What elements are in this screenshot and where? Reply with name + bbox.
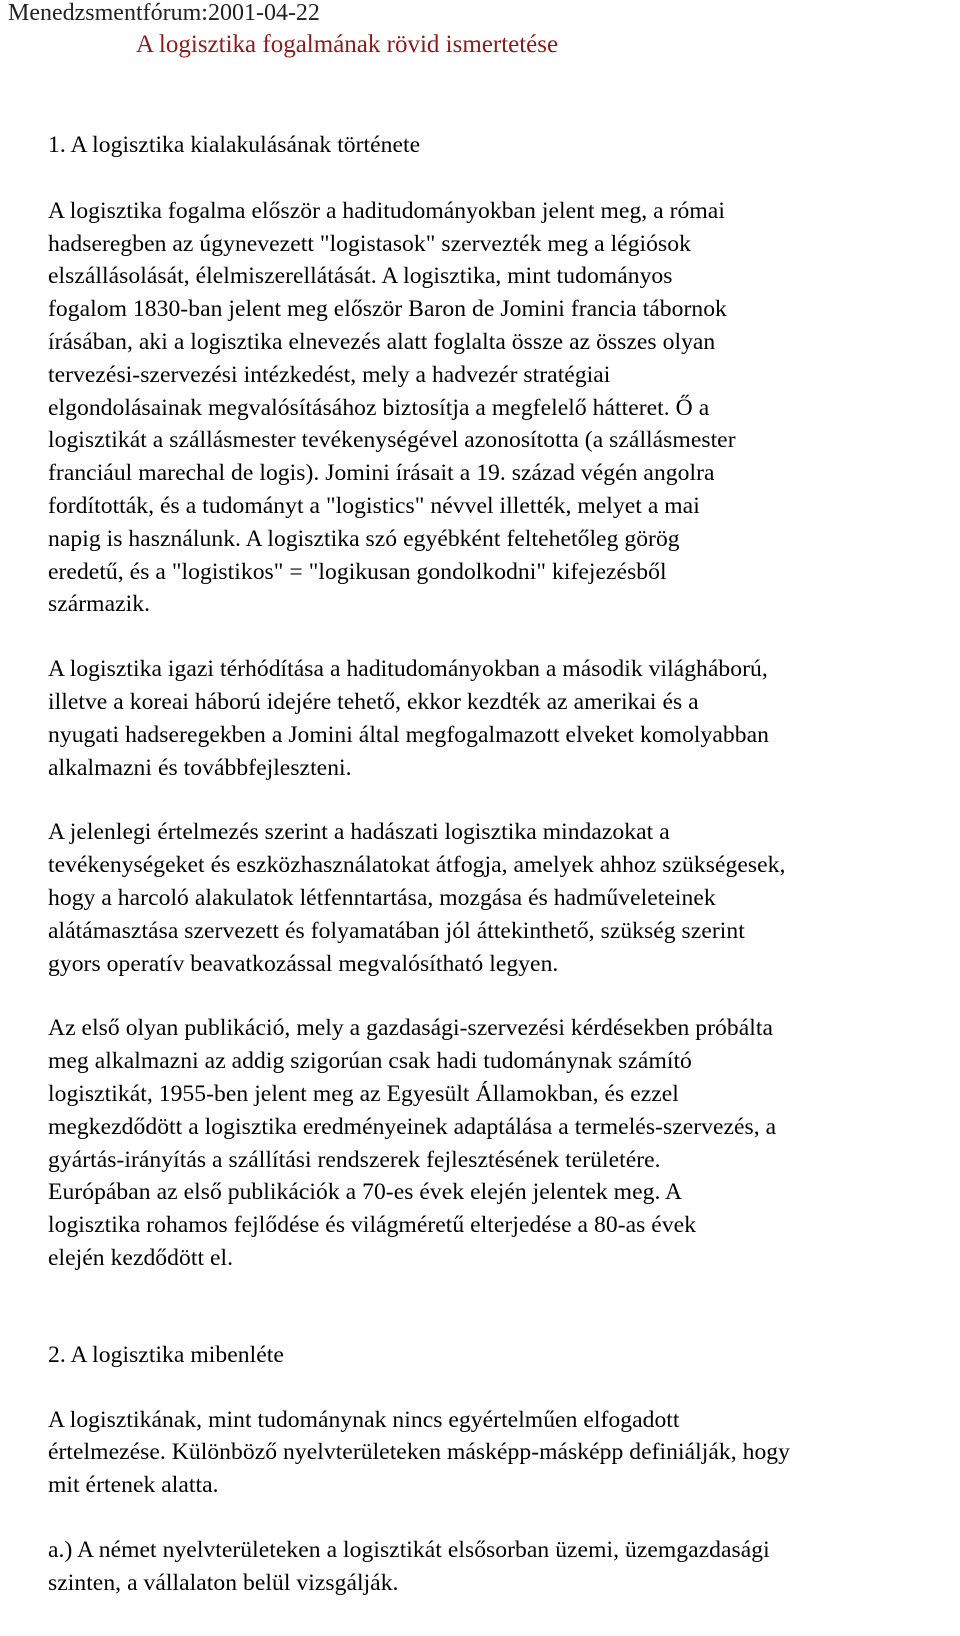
section-heading-1: 1. A logisztika kialakulásának története (48, 132, 421, 158)
text-line: alkalmazni és továbbfejleszteni. (48, 754, 352, 781)
text-line: logisztikát, 1955-ben jelent meg az Egyesült Államokban, és ezzel (48, 1080, 679, 1107)
document-title: A logisztika fogalmának rövid ismertetése (136, 31, 559, 58)
text-line: írásában, aki a logisztika elnevezés alatt foglalta össze az összes olyan (48, 328, 716, 355)
text-line: fogalom 1830-ban jelent meg először Baron de Jomini francia tábornok (48, 296, 727, 323)
text-line: A jelenlegi értelmezés szerint a hadászati logisztika mindazokat a (48, 819, 670, 846)
text-line: gyártás-irányítás a szállítási rendszerek fejlesztésének területére. (48, 1146, 661, 1173)
paragraph-definition-1 (48, 1404, 960, 1502)
text-line: logisztika rohamos fejlődése és világméretű elterjedése a 80-as évek (48, 1212, 697, 1239)
text-line: franciául marechal de logis). Jomini írásait a 19. század végén angolra (48, 460, 715, 487)
text-line: logisztikát a szállásmester tevékenységével azonosította (a szállásmester (48, 427, 736, 454)
text-line: A logisztika fogalma először a haditudományokban jelent meg, a római (48, 197, 725, 224)
text-line: elején kezdődött el. (48, 1244, 234, 1271)
text-line: Az első olyan publikáció, mely a gazdasági-szervezési kérdésekben próbálta (48, 1015, 773, 1042)
source-date-line: Menedzsmentfórum:2001-04-22 (8, 0, 320, 26)
paragraph-definition-2 (48, 1534, 960, 1600)
text-line: szinten, a vállalaton belül vizsgálják. (48, 1569, 399, 1596)
text-line: hadseregben az úgynevezett "logistasok" szervezték meg a légiósok (48, 230, 691, 257)
text-line: elszállásolását, élelmiszerellátását. A logisztika, mint tudományos (48, 263, 673, 290)
text-line: származik. (48, 591, 151, 618)
text-line: mit értenek alatta. (48, 1472, 219, 1499)
text-line: napig is használunk. A logisztika szó egyébként feltehetőleg görög (48, 525, 680, 552)
text-line: gyors operatív beavatkozással megvalósítható legyen. (48, 950, 559, 977)
paragraph-history-2 (48, 653, 960, 784)
text-line: meg alkalmazni az addig szigorúan csak hadi tudománynak számító (48, 1048, 692, 1075)
text-line: A logisztikának, mint tudománynak nincs egyértelműen elfogadott (48, 1406, 680, 1433)
text-line: nyugati hadseregekben a Jomini által megfogalmazott elveket komolyabban (48, 721, 769, 748)
text-line: elgondolásainak megvalósításához biztosítja a megfelelő hátteret. Ő a (48, 394, 710, 421)
text-line: hogy a harcoló alakulatok létfenntartása, mozgása és hadműveleteinek (48, 884, 716, 911)
text-line: megkezdődött a logisztika eredményeinek adaptálása a termelés-szervezés, a (48, 1113, 777, 1140)
paragraph-history-4 (48, 1012, 960, 1274)
text-line: tevékenységeket és eszközhasználatokat átfogja, amelyek ahhoz szükségesek, (48, 852, 786, 879)
paragraph-history-3 (48, 816, 960, 980)
text-line: A logisztika igazi térhódítása a haditudományokban a második világháború, (48, 656, 768, 683)
text-line: illetve a koreai háború idejére tehető, ekkor kezdték az amerikai és a (48, 688, 699, 715)
paragraph-history-1 (48, 195, 960, 621)
text-line: értelmezése. Különböző nyelvterületeken másképp-másképp definiálják, hogy (48, 1439, 791, 1466)
section-heading-2: 2. A logisztika mibenléte (48, 1341, 284, 1368)
text-line: Európában az első publikációk a 70-es évek elején jelentek meg. A (48, 1179, 683, 1206)
text-line: alátámasztása szervezett és folyamatában jól áttekinthető, szükség szerint (48, 917, 745, 944)
text-line: tervezési-szervezési intézkedést, mely a hadvezér stratégiai (48, 361, 611, 388)
text-line: a.) A német nyelvterületeken a logisztikát elsősorban üzemi, üzemgazdasági (48, 1536, 770, 1563)
document-body (48, 129, 960, 1599)
text-line: fordították, és a tudományt a "logistics" névvel illették, melyet a mai (48, 492, 700, 519)
text-line: eredetű, és a "logistikos" = "logikusan gondolkodni" kifejezésből (48, 558, 667, 585)
